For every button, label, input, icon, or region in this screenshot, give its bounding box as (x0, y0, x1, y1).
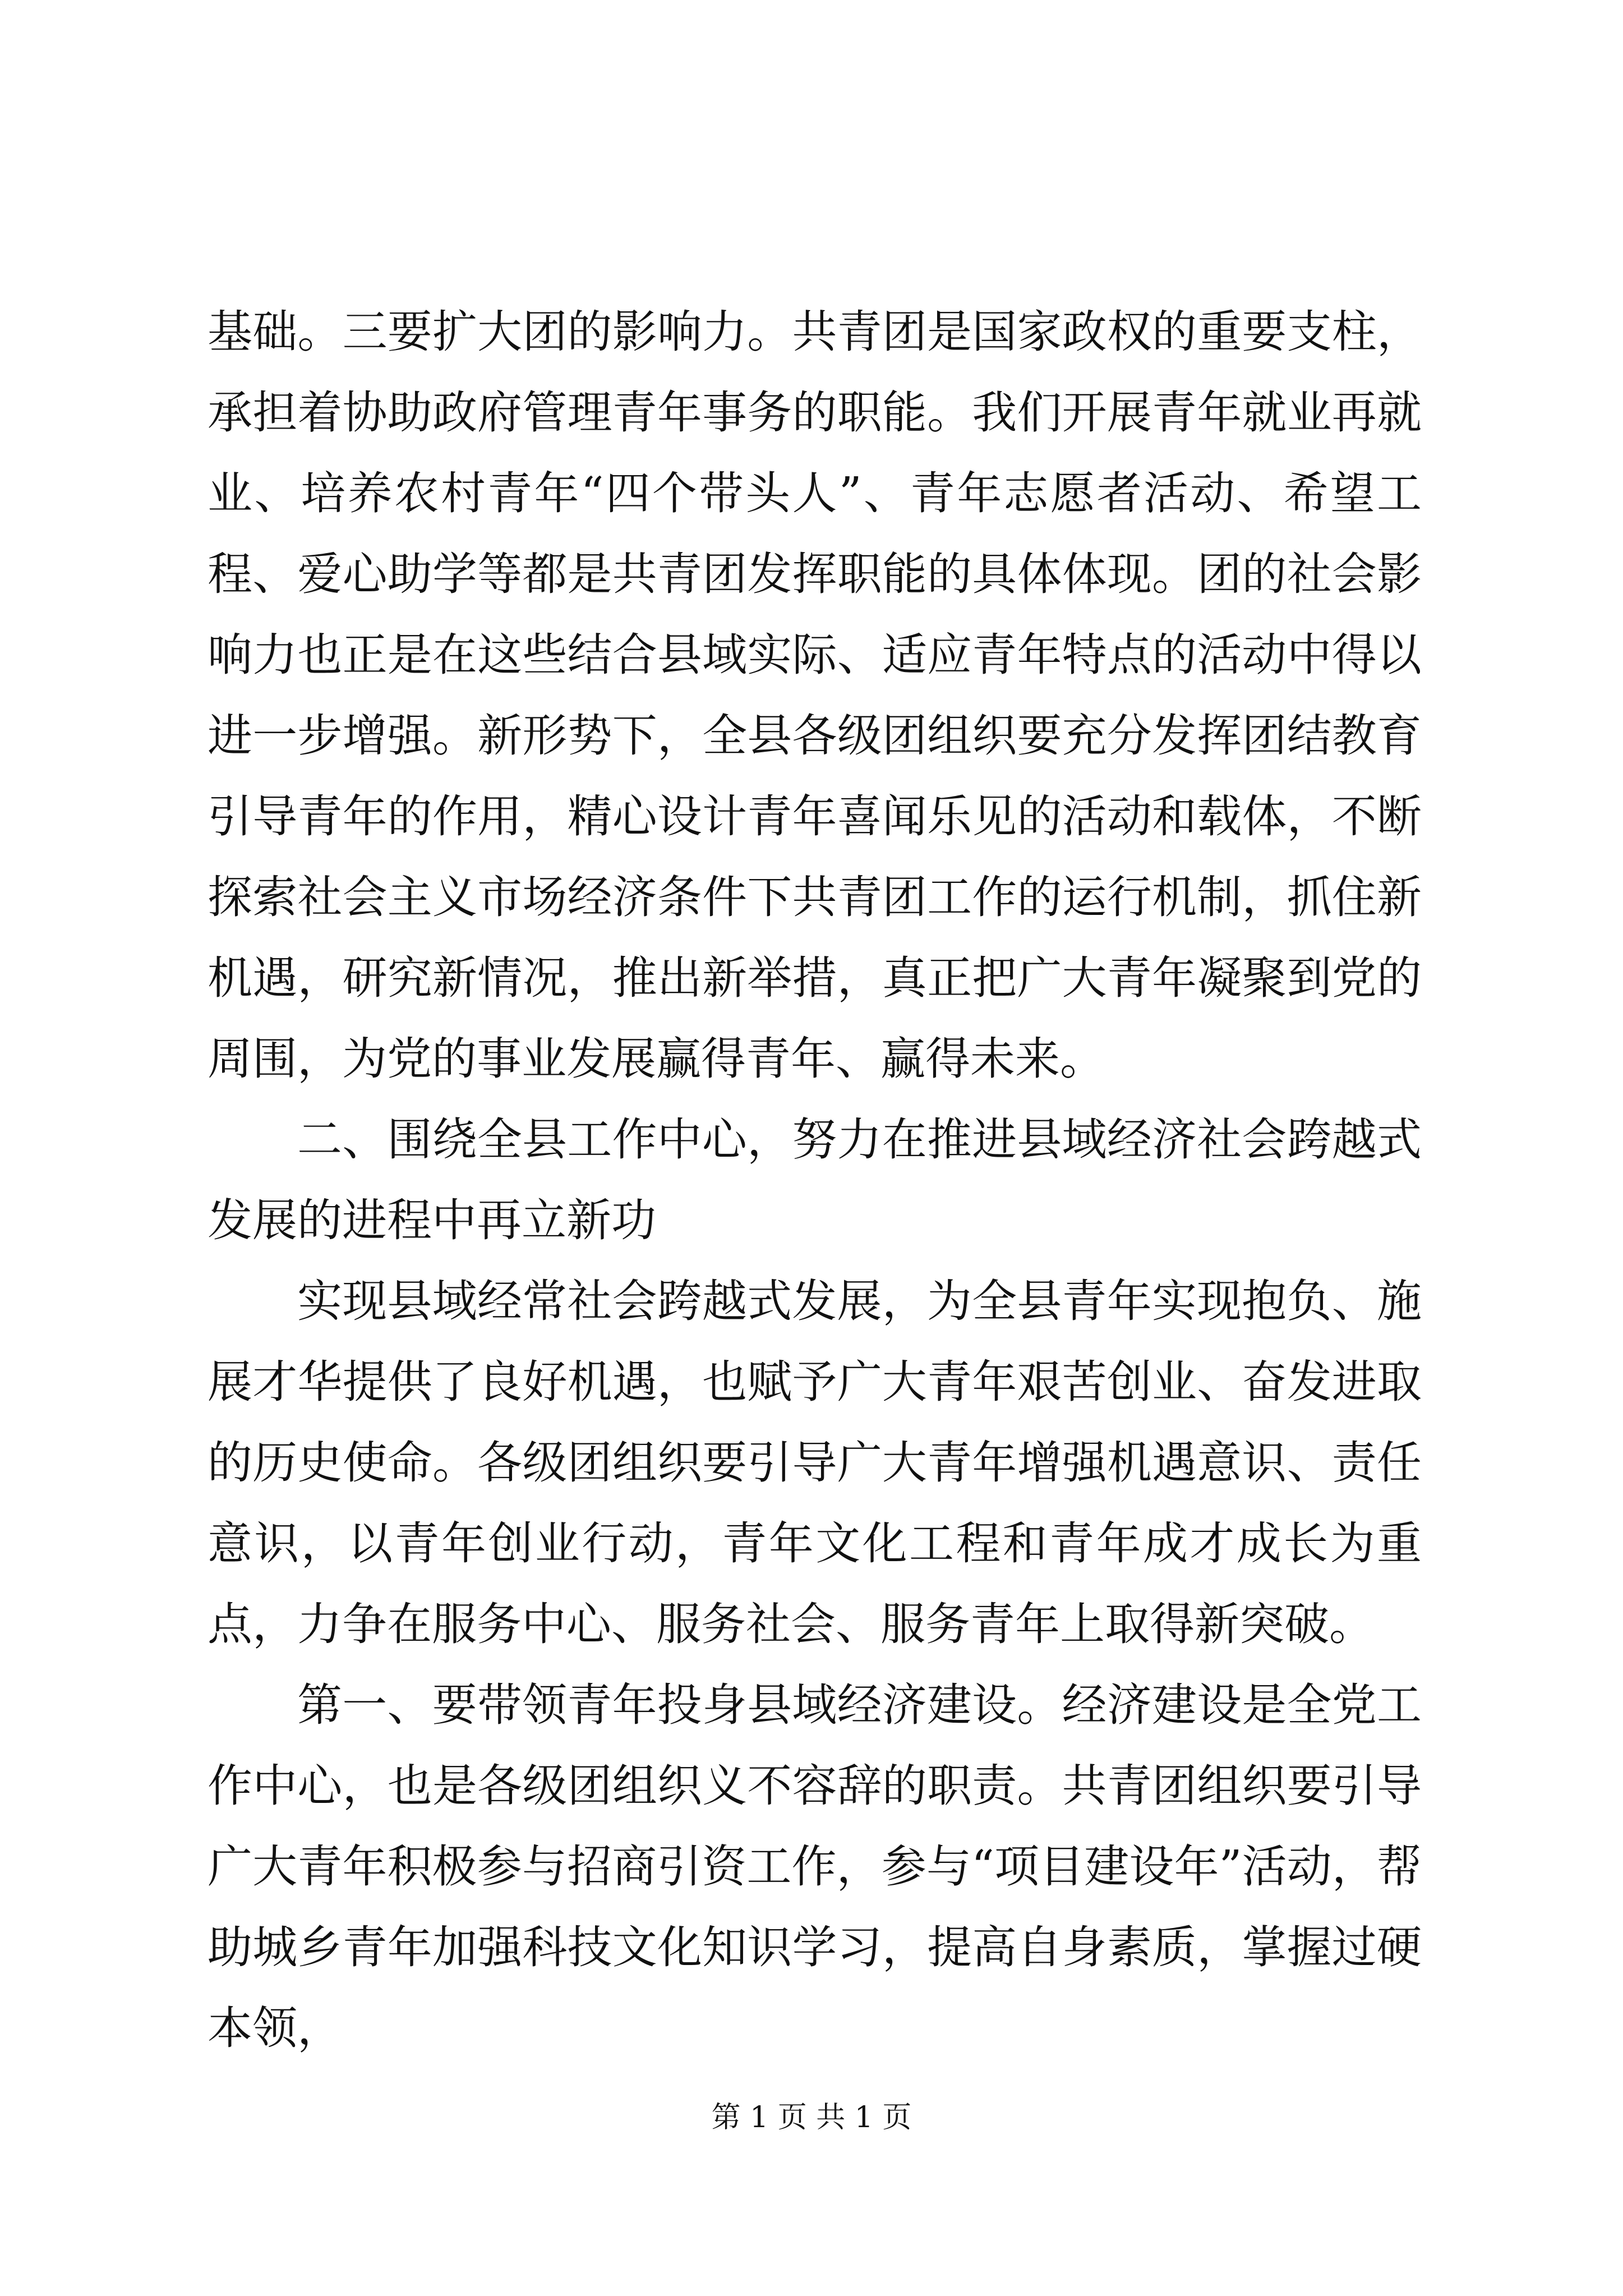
paragraph-3: 实现县域经常社会跨越式发展，为全县青年实现抱负、施展才华提供了良好机遇，也赋予广大青年艰苦创业、奋发进取的历史使命。各级团组织要引导广大青年增强机遇意识、责任意识，以青年创业行动，青年文化工程和青年成才成长为重点，力争在服务中心、服务社会、服务青年上取得新突破。 (208, 1275, 1422, 1650)
paragraph-1: 基础。三要扩大团的影响力。共青团是国家政权的重要支柱，承担着协助政府管理青年事务的职能。我们开展青年就业再就业、培养农村青年“四个带头人”、青年志愿者活动、希望工程、爱心助学等都是共青团发挥职能的具体体现。团的社会影响力也正是在这些结合县域实际、适应青年特点的活动中得以进一步增强。新形势下，全县各级团组织要充分发挥团结教育引导青年的作用，精心设计青年喜闻乐见的活动和载体，不断探索社会主义市场经济条件下共青团工作的运行机制，抓住新机遇，研究新情况，推出新举措，真正把广大青年凝聚到党的周围，为党的事业发展赢得青年、赢得未来。 (208, 306, 1422, 1085)
section-heading-2: 二、围绕全县工作中心，努力在推进县域经济社会跨越式发展的进程中再立新功 (208, 1114, 1422, 1246)
page-number-footer: 第 1 页 共 1 页 (711, 2101, 912, 2134)
document-body (208, 292, 1422, 2069)
paragraph-4: 第一、要带领青年投身县域经济建设。经济建设是全党工作中心，也是各级团组织义不容辞的职责。共青团组织要引导广大青年积极参与招商引资工作，参与“项目建设年”活动，帮助城乡青年加强科技文化知识学习，提高自身素质，掌握过硬本领， (208, 1679, 1422, 2054)
